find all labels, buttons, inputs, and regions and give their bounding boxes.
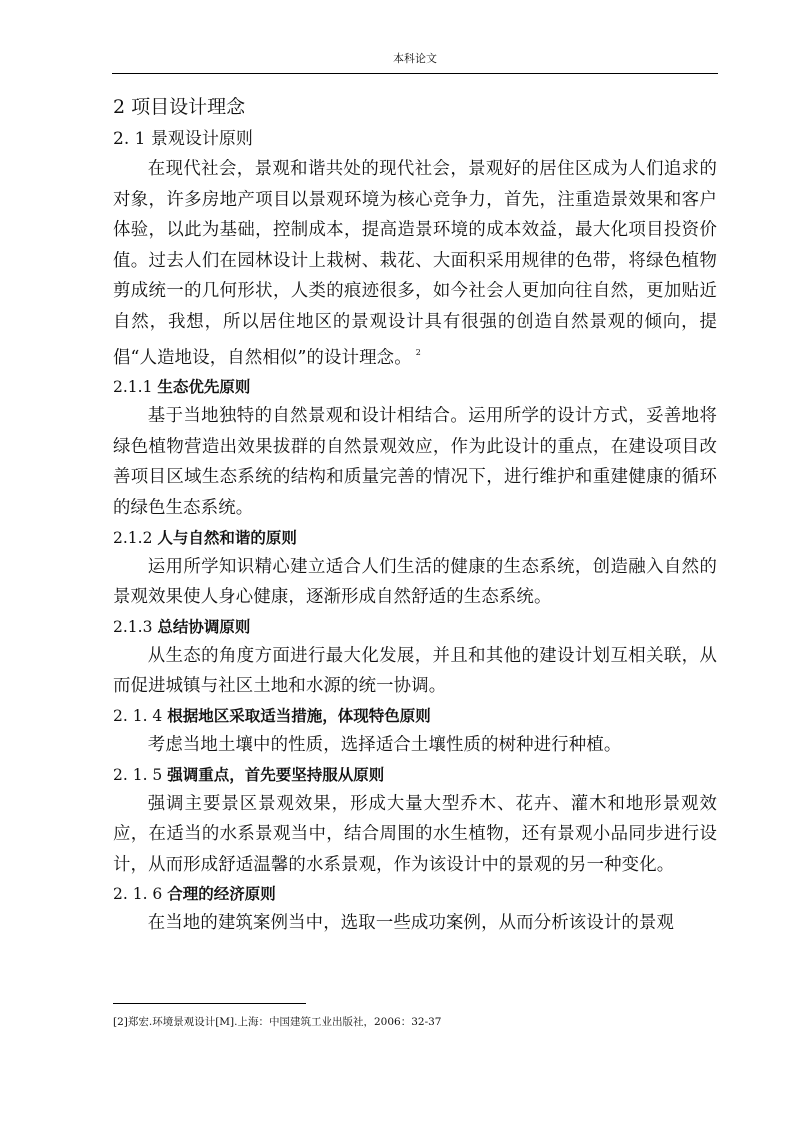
heading-title: 根据地区采取适当措施，体现特色原则 [167, 705, 431, 725]
footnote-ref[interactable]: 2 [415, 347, 421, 357]
section-heading: 2 项目设计理念 [113, 96, 246, 118]
heading-number: 2. 1. 4 [113, 706, 168, 725]
body-paragraph: 运用所学知识精心建立适合人们生活的健康的生态系统，创造融入自然的景观效果使人身心健康，逐渐形成自然舒适的生态系统。 [113, 556, 717, 608]
subsubsection-heading [113, 373, 717, 401]
subsubsection-heading [113, 613, 717, 641]
subsubsection-heading [113, 702, 717, 730]
page-header: 本科论文 [393, 52, 437, 65]
body-paragraph [113, 154, 717, 373]
subsubsection-heading [113, 880, 717, 908]
body-paragraph: 强调主要景区景观效果，形成大量大型乔木、花卉、灌木和地形景观效应，在适当的水系景观当中，结合周围的水生植物，还有景观小品同步进行设计，从而形成舒适温馨的水系景观，作为该设计中的景观的另一种变化。 [113, 793, 717, 875]
footnote: [2]郑宏.环境景观设计[M].上海：中国建筑工业出版社，2006：32-37 [113, 1016, 442, 1028]
body-paragraph: 在当地的建筑案例当中，选取一些成功案例，从而分析该设计的景观 [147, 913, 675, 934]
body-paragraph: 从生态的角度方面进行最大化发展，并且和其他的建设计划互相关联，从而促进城镇与社区土地和水源的统一协调。 [113, 645, 717, 697]
heading-title: 人与自然和谐的原则 [157, 527, 297, 547]
heading-number: 2.1.3 [113, 617, 158, 636]
heading-title: 总结协调原则 [157, 616, 251, 636]
document-body [113, 92, 717, 939]
heading-number: 2. 1. 5 [113, 765, 168, 784]
heading-title: 合理的经济原则 [167, 884, 276, 904]
subsection-heading: 2. 1 景观设计原则 [113, 129, 253, 149]
heading-title: 生态优先原则 [157, 377, 251, 397]
subsubsection-heading [113, 761, 717, 789]
subsubsection-heading [113, 524, 717, 552]
footnote-rule [113, 1003, 306, 1004]
body-paragraph: 考虑当地土壤中的性质，选择适合土壤性质的树种进行种植。 [147, 734, 622, 755]
heading-title: 强调重点，首先要坚持服从原则 [167, 764, 385, 784]
header-rule [112, 73, 718, 74]
heading-number: 2.1.2 [113, 528, 158, 547]
body-paragraph: 基于当地独特的自然景观和设计相结合。运用所学的设计方式，妥善地将绿色植物营造出效果拔群的自然景观效应，作为此设计的重点，在建设项目改善项目区域生态系统的结构和质量完善的情况下，进行维护和重建健康的循环的绿色生态系统。 [113, 406, 717, 518]
paragraph-text: 在现代社会，景观和谐共处的现代社会，景观好的居住区成为人们追求的对象，许多房地产项目以景观环境为核心竞争力，首先，注重造景效果和客户体验，以此为基础，控制成本，提高造景环境的成本效益，最大化项目投资价值。过去人们在园林设计上栽树、栽花、大面积采用规律的色带，将绿色植物剪成统一的几何形状，人类的痕迹很多，如今社会人更加向往自然，更加贴近自然，我想，所以居住地区的景观设计具有很强的创造自然景观的倾向，提倡“人造地设，自然相似”的设计理念。 [113, 159, 717, 368]
heading-number: 2.1.1 [113, 378, 158, 397]
heading-number: 2. 1. 6 [113, 885, 168, 904]
